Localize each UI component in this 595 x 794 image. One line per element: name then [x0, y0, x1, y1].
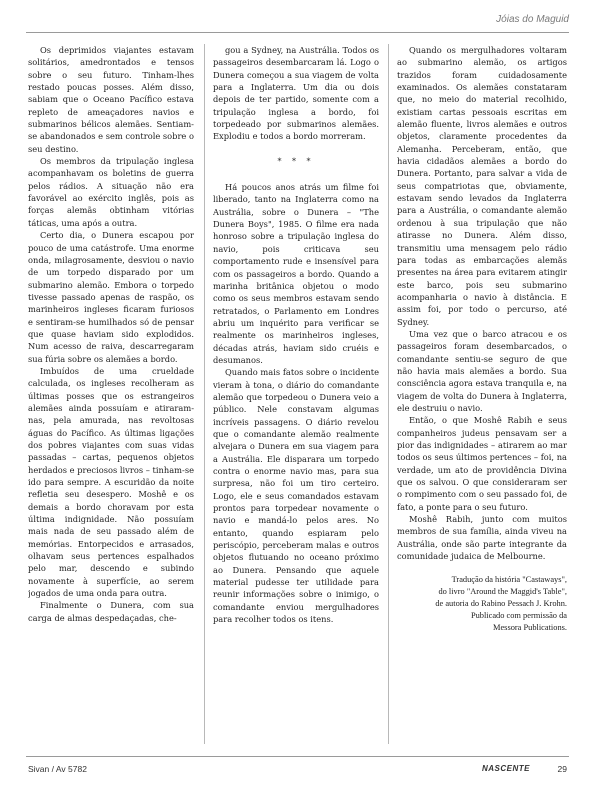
- header-rule: [26, 32, 569, 33]
- translation-credit: [397, 574, 567, 634]
- paragraph: gou a Sydney, na Austrália. Todos os passageiros desembarcaram lá. Logo o Dunera começou a sua viagem de volta para a Inglaterra. Um dia ou dois depois de ter partido, somente com a tripulação inglesa a bordo, foi torpedeado por submarinos alemães. Explodiu e todos a bordo morreram.: [213, 45, 379, 142]
- article-column-1: [28, 44, 194, 749]
- credit-line: Publicado com permissão da: [470, 611, 567, 621]
- page-number: 29: [557, 764, 567, 774]
- credit-line: do livro "Around the Maggid's Table",: [438, 587, 567, 597]
- paragraph: Uma vez que o barco atracou e os passageiros foram desembarcados, o comandante sentiu-se seguro de que não havia mais alemães a bordo. Sua consciência agora estava tranquila e, na viagem de volta do Dunera à Inglaterra, ele destruiu o navio.: [397, 328, 567, 413]
- paragraph: Quando os mergulhadores voltaram ao submarino alemão, os artigos trazidos foram cuidadosamente examinados. Os alemães constataram que, no meio do material recolhido, existiam cartas pessoais escritas em alemão fluente, livros alemães e outros objetos, claramente procedentes da Alemanha. Perceberam, então, que havia cidadãos alemães a bordo do Dunera. Portanto, para salvar a vida de seus compatriotas que, obviamente, estavam sendo levados da Inglaterra para a Austrália, o comandante alemão ordenou à sua tripulação que não atirasse no Dunera. Além disso, transmitiu uma mensagem pelo rádio para todas as embarcações alemãs presentes na área para evitarem atingir este barco, pois seu submarino acompanharia o navio à distância. E assim foi, por todo o percurso, até Sydney.: [397, 45, 567, 327]
- issue-date: Sivan / Av 5782: [28, 764, 87, 774]
- section-separator: * * *: [277, 156, 315, 166]
- paragraph: Quando mais fatos sobre o incidente vieram à tona, o diário do comandante alemão que torpedeou o Dunera veio a público. Nele constavam algumas incríveis passagens. O diário revelou que o comandante alemão realmente alvejara o Dunera em sua viagem para a Austrália. Ele disparara um torpedo contra o enorme navio mas, para sua surpresa, não foi um tiro certeiro. Logo, ele e seus comandados estavam prontos para torpedear novamente o navio e mandá-lo pelos ares. No entanto, quando espiaram pelo periscópio, perceberam malas e outros objetos flutuando no oceano próximo ao Dunera. Pensando que aquele material pudesse ter utilidade para reunir informações sobre o inimigo, o comandante enviou mergulhadores para recolher todos os itens.: [213, 367, 379, 625]
- credit-line: Tradução da história "Castaways",: [451, 575, 567, 585]
- paragraph: Então, o que Moshê Rabih e seus companheiros judeus pensavam ser a pior das indignidades – atirarem ao mar todos os seus últimos pertences – foi, na verdade, um ato de providência Divina que os salvou. O que consideraram ser o rompimento com o seu passado foi, de fato, a ponte para o seu futuro.: [397, 415, 567, 512]
- article-column-2: [213, 44, 379, 749]
- spacer: [397, 562, 567, 574]
- running-title: Jóias do Maguid: [496, 14, 569, 25]
- column-divider: [388, 44, 389, 744]
- paragraph: Moshê Rabih, junto com muitos membros de sua família, ainda viveu na Austrália, onde são parte integrante da comunidade judaica de Melbourne.: [397, 514, 567, 562]
- credit-line: de autoria do Rabino Pessach J. Krohn.: [435, 599, 567, 609]
- magazine-logo: NASCENTE: [482, 764, 531, 773]
- paragraph: Os membros da tripulação inglesa acompanhavam os boletins de guerra pelos rádios. A situação não era favorável ao exército inglês, pois as forças alemãs obtinham vitórias táticas, uma após a outra.: [28, 156, 194, 228]
- paragraph: Imbuídos de uma crueldade calculada, os ingleses recolheram as últimas posses que os estrangeiros alemães ainda possuíam e atiraram-nas, pela amurada, nas revoltosas águas do Pacífico. As últimas ligações dos pobres viajantes com suas vidas passadas – cartas, pequenos objetos herdados e preciosos livros – tinham-se ido para sempre. A escuridão da noite refletia seu desespero. Moshê e os demais a bordo choravam por esta última indignidade. Não possuíam mais nada de seu passado além de memórias. Entorpecidos e arrasados, olhavam seus pertences espalhados pelo mar, descendo e subindo novamente à superfície, ao serem jogados de uma onda para outra.: [28, 365, 194, 599]
- credit-line: Messora Publications.: [493, 623, 567, 633]
- paragraph: Os deprimidos viajantes estavam solitários, amedrontados e tensos sobre o seu futuro. Tinham-lhes restado poucas posses. Além disso, sabiam que o Oceano Pacífico estava repleto de ameaçadores navios e submarinos bélicos alemães. Sentiam-se abandonados e sem controle sobre o seu destino.: [28, 45, 194, 154]
- article-column-3: [397, 44, 567, 749]
- paragraph: Certo dia, o Dunera escapou por pouco de uma catástrofe. Uma enorme onda, milagrosamente, desviou o navio de um torpedo disparado por um submarino alemão. Embora o torpedo tivesse passado apenas de raspão, os marinheiros ingleses ficaram furiosos e sentiram-se humilhados só de pensar que quase haviam sido explodidos. Num acesso de raiva, descarregaram sua fúria sobre os alemães a bordo.: [28, 230, 194, 364]
- paragraph: Finalmente o Dunera, com sua carga de almas despedaçadas, che-: [28, 600, 194, 623]
- paragraph: Há poucos anos atrás um filme foi liberado, tanto na Inglaterra como na Austrália, sobre o Dunera – "The Dunera Boys", 1985. O filme era nada honroso sobre a tripulação inglesa do navio, pois criticava seu comportamento rude e insensível para com os passageiros a bordo. Quando a marinha britânica objetou o modo como os seus membros estavam sendo retratados, o Parlamento em Londres abriu um inquérito para verificar se realmente os marinheiros ingleses, décadas atrás, haviam sido cruéis e desumanos.: [213, 182, 379, 365]
- column-divider: [204, 44, 205, 744]
- footer-rule: [26, 756, 569, 757]
